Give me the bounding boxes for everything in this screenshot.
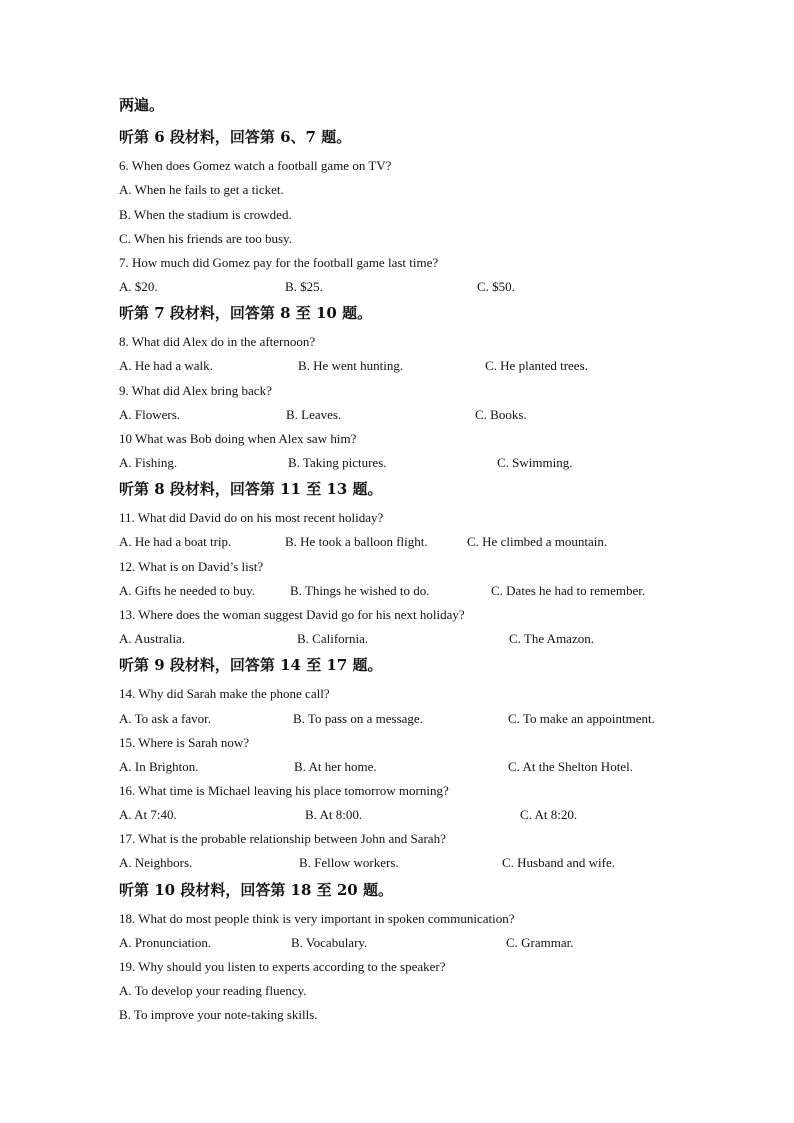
option-c: C. At 8:20. [520,807,578,822]
option-b: B. Things he wished to do. [290,583,430,598]
option-c: C. At the Shelton Hotel. [508,759,633,774]
option-a: A. Pronunciation. [119,935,212,950]
question-text: 13. Where does the woman suggest David go for his next holiday? [119,607,465,622]
option-b: B. To improve your note-taking skills. [119,1007,318,1022]
option-a: A. When he fails to get a ticket. [119,182,284,197]
question-text: 17. What is the probable relationship between John and Sarah? [119,831,446,846]
question-text: 11. What did David do on his most recent holiday? [119,510,384,525]
option-b: B. Fellow workers. [299,855,399,870]
section-heading: 听第 7 段材料，回答第 8 至 10 题。 [119,304,373,322]
question-text: 18. What do most people think is very important in spoken communication? [119,911,515,926]
option-c: C. Grammar. [506,935,574,950]
option-b: B. To pass on a message. [293,711,423,726]
question-text: 6. When does Gomez watch a football game on TV? [119,158,392,173]
question-text: 7. How much did Gomez pay for the football game last time? [119,255,439,270]
question-text: 14. Why did Sarah make the phone call? [119,686,330,701]
option-c: C. He planted trees. [485,358,588,373]
option-a: A. In Brighton. [119,759,199,774]
option-a: A. Flowers. [119,407,181,422]
question-text: 10 What was Bob doing when Alex saw him? [119,431,357,446]
option-a: A. Neighbors. [119,855,193,870]
option-c: C. He climbed a mountain. [467,534,608,549]
option-b: B. At her home. [294,759,377,774]
option-a: A. At 7:40. [119,807,177,822]
option-b: B. He took a balloon flight. [285,534,428,549]
option-b: B. He went hunting. [298,358,404,373]
option-b: B. At 8:00. [305,807,363,822]
option-c: C. Books. [475,407,527,422]
option-c: C. Husband and wife. [502,855,616,870]
question-text: 8. What did Alex do in the afternoon? [119,334,316,349]
section-heading: 听第 6 段材料，回答第 6、7 题。 [119,128,352,146]
option-c: C. The Amazon. [509,631,594,646]
option-a: A. To develop your reading fluency. [119,983,307,998]
question-text: 19. Why should you listen to experts according to the speaker? [119,959,446,974]
option-a: A. To ask a favor. [119,711,211,726]
option-c: C. Swimming. [497,455,573,470]
intro-text: 两遍。 [119,96,165,114]
option-c: C. $50. [477,279,515,294]
question-text: 9. What did Alex bring back? [119,383,272,398]
question-text: 16. What time is Michael leaving his place tomorrow morning? [119,783,449,798]
option-b: B. California. [297,631,369,646]
option-b: B. When the stadium is crowded. [119,207,292,222]
option-a: A. He had a walk. [119,358,213,373]
section-heading: 听第 8 段材料，回答第 11 至 13 题。 [119,480,383,498]
option-a: A. He had a boat trip. [119,534,232,549]
option-a: A. Australia. [119,631,186,646]
question-text: 12. What is on David’s list? [119,559,264,574]
option-a: A. Gifts he needed to buy. [119,583,255,598]
option-c: C. When his friends are too busy. [119,231,292,246]
section-heading: 听第 10 段材料，回答第 18 至 20 题。 [119,881,393,899]
option-c: C. To make an appointment. [508,711,655,726]
option-a: A. Fishing. [119,455,178,470]
question-text: 15. Where is Sarah now? [119,735,250,750]
option-b: B. $25. [285,279,323,294]
option-c: C. Dates he had to remember. [491,583,646,598]
section-heading: 听第 9 段材料，回答第 14 至 17 题。 [119,656,383,674]
option-b: B. Leaves. [286,407,342,422]
option-b: B. Vocabulary. [291,935,368,950]
option-a: A. $20. [119,279,158,294]
option-b: B. Taking pictures. [288,455,387,470]
